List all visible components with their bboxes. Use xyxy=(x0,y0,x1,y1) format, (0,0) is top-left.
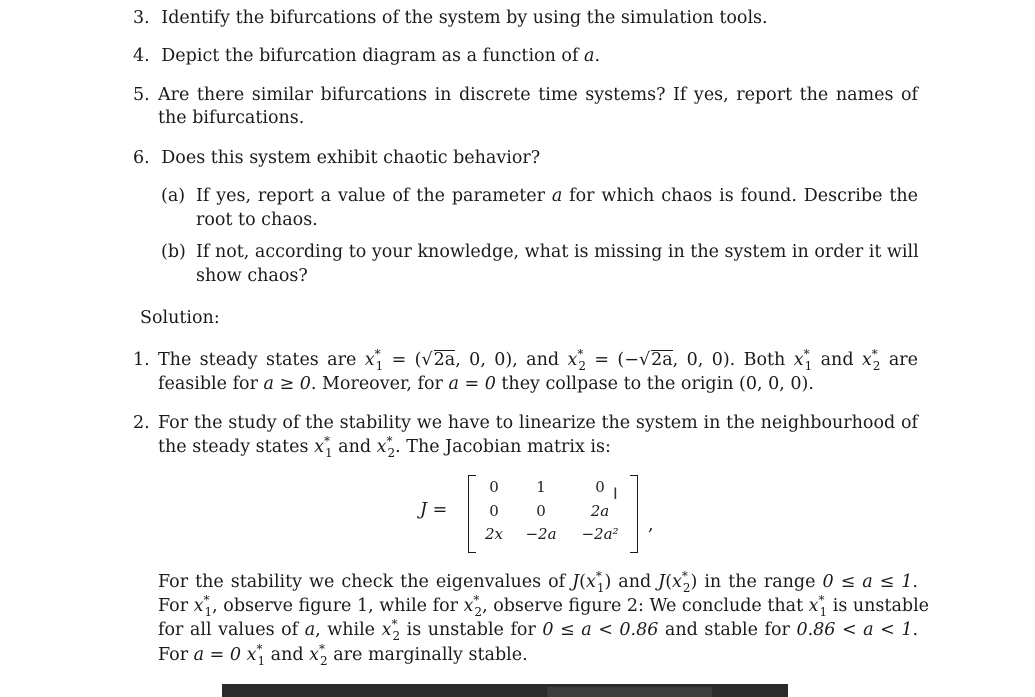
figure-tab xyxy=(547,687,712,697)
text: for all values of xyxy=(158,620,305,640)
subscript: 2 xyxy=(872,358,881,373)
subscript: 1 xyxy=(819,604,828,619)
text: they collpase to the origin (0, 0, 0). xyxy=(495,374,814,394)
subitem-a-line1 xyxy=(196,184,918,208)
subitem-b-line2: show chaos? xyxy=(196,266,308,286)
math-var: J xyxy=(658,572,666,592)
text: and xyxy=(611,572,659,592)
question-5-number xyxy=(133,83,150,107)
question-4 xyxy=(133,44,600,68)
subscript: 1 xyxy=(375,358,384,373)
math-var: x xyxy=(567,350,578,370)
matrix-label xyxy=(420,500,447,520)
star: * xyxy=(577,347,584,362)
math-var: x xyxy=(672,572,682,592)
question-5-line2: the bifurcations. xyxy=(158,108,305,128)
text: . The Jacobian matrix is: xyxy=(395,437,611,457)
math-var: x xyxy=(585,572,596,592)
question-5-line1: Are there similar bifurcations in discrete time systems? If yes, report the names of xyxy=(158,85,918,105)
star: * xyxy=(386,434,393,449)
solution-1-number: 1. xyxy=(133,350,150,370)
question-text: Does this system exhibit chaotic behavior? xyxy=(161,148,541,168)
text: and xyxy=(265,645,310,665)
math-var: x xyxy=(793,350,804,370)
math-var: x xyxy=(364,350,375,370)
subitem-b-label: (b) xyxy=(161,242,186,262)
text: , 0, 0) xyxy=(672,350,730,370)
text: , while xyxy=(315,620,382,640)
math-expr: a = 0 xyxy=(448,374,496,394)
text: For the stability we check the eigenvalues of xyxy=(158,572,573,592)
text: If yes, report a value of the parameter xyxy=(196,186,552,206)
star: * xyxy=(473,593,480,608)
text: and stable for xyxy=(658,620,797,640)
text: For xyxy=(158,645,194,665)
solution-2-para-line3: for all values of a, while $x^*_2$ is unstable for 0 ≤ a < 0.86 and stable for 0.86 < a < 1. xyxy=(158,617,919,643)
question-text: Identify the bifurcations of the system by using the simulation tools. xyxy=(161,8,768,28)
text: is unstable for xyxy=(400,620,543,640)
star: * xyxy=(319,642,326,657)
math-var: a xyxy=(304,620,316,640)
subscript: 2 xyxy=(387,445,396,460)
math-var: x xyxy=(463,596,474,616)
matrix-cell: −2a xyxy=(525,525,557,543)
math-var: x xyxy=(193,596,204,616)
text: The steady states are xyxy=(158,350,365,370)
star: * xyxy=(871,347,878,362)
solution-2-para-line4 xyxy=(158,643,528,667)
sqrt-arg: 2a xyxy=(651,350,673,370)
text: and xyxy=(812,350,862,370)
item-number: 4. xyxy=(133,46,150,66)
solution-heading: Solution: xyxy=(140,308,220,328)
solution-2-para-line2 xyxy=(158,593,930,619)
math-expr: 0 ≤ a ≤ 1 xyxy=(822,572,913,592)
text: and xyxy=(332,437,377,457)
matrix-cell: 0 xyxy=(489,478,499,496)
star: * xyxy=(256,642,263,657)
text: are marginally stable. xyxy=(327,645,528,665)
matrix-cell: 1 xyxy=(536,478,546,496)
text: = ( xyxy=(383,350,422,370)
math-var: x xyxy=(381,620,392,640)
matrix-cell: 0 xyxy=(489,502,499,520)
matrix-cell: 0 xyxy=(536,502,546,520)
sqrt-arg: 2a xyxy=(433,350,456,370)
math-var: J xyxy=(572,572,580,592)
text: , observe figure 2: We conclude that xyxy=(482,596,809,616)
text: For xyxy=(158,596,194,616)
math-var: x xyxy=(861,350,872,370)
text: , and xyxy=(512,350,568,370)
matrix-cell: 0 xyxy=(595,478,605,496)
right-bracket xyxy=(630,475,638,553)
subscript: 2 xyxy=(578,358,586,373)
text: the steady states xyxy=(158,437,315,457)
subscript: 2 xyxy=(474,604,483,619)
math-var: a xyxy=(584,46,595,66)
text: are xyxy=(880,350,918,370)
math-var: x xyxy=(376,437,387,457)
subscript: 2 xyxy=(320,653,328,668)
text: = (− xyxy=(586,350,639,370)
star: * xyxy=(595,569,602,584)
text: . Moreover, for xyxy=(310,374,449,394)
question-text: Depict the bifurcation diagram as a function of xyxy=(161,46,584,66)
question-3 xyxy=(133,6,768,30)
figure-top-edge xyxy=(222,684,788,697)
solution-2-number: 2. xyxy=(133,413,150,433)
solution-1-line1: The steady states are $x^*_1 = (√2a$, 0, 0), and $x^*_2 = (-√2a$, 0, 0). Both $x^*_1$ and $x^*_2$ are xyxy=(158,347,918,373)
subscript: 2 xyxy=(392,628,401,643)
matrix-cell: 2a xyxy=(590,502,610,520)
star: * xyxy=(803,347,810,362)
subscript: 2 xyxy=(682,580,691,595)
subscript: 1 xyxy=(257,653,266,668)
text: for which chaos is found. Describe the xyxy=(562,186,918,206)
subscript: 1 xyxy=(804,358,813,373)
subscript: 1 xyxy=(204,604,213,619)
text: feasible for xyxy=(158,374,264,394)
star: * xyxy=(681,569,688,584)
item-number: 5. xyxy=(133,85,150,105)
punct: . xyxy=(594,46,601,66)
star: * xyxy=(323,434,330,449)
solution-2-line2 xyxy=(158,435,611,459)
math-var: a xyxy=(551,186,563,206)
subitem-a-label: (a) xyxy=(161,186,186,206)
math-expr: 0.86 < a < 1 xyxy=(796,620,913,640)
matrix-cell: 2x xyxy=(484,525,503,543)
text: , 0, 0) xyxy=(455,350,513,370)
item-number: 3. xyxy=(133,8,150,28)
text: . Both xyxy=(729,350,794,370)
math-expr: a ≥ 0 xyxy=(263,374,311,394)
matrix-comma: , xyxy=(648,515,654,535)
math-var: x xyxy=(808,596,819,616)
item-number: 6. xyxy=(133,148,150,168)
math-var: x xyxy=(309,645,320,665)
star: * xyxy=(818,593,825,608)
star: * xyxy=(391,617,398,632)
subitem-b-line1: If not, according to your knowledge, what is missing in the system in order it will xyxy=(196,242,919,262)
text-cursor-icon: I xyxy=(613,484,618,503)
solution-2-line1: For the study of the stability we have to linearize the system in the neighbourhood of xyxy=(158,413,918,433)
solution-1-line2 xyxy=(158,372,814,396)
solution-2-para-line1: For the stability we check the eigenvalues of $J(x^*_1)$ and $J(x^*_2)$ in the range 0 ≤ a ≤ 1. xyxy=(158,569,918,595)
subitem-a-line2: root to chaos. xyxy=(196,210,318,230)
subscript: 1 xyxy=(596,580,605,595)
math-var: x xyxy=(246,645,257,665)
text: is unstable xyxy=(827,596,930,616)
math-expr: 0 ≤ a < 0.86 xyxy=(542,620,659,640)
math-expr: a = 0 xyxy=(193,645,242,665)
matrix-cell: −2a² xyxy=(581,525,619,543)
matrix-label-text: J = xyxy=(420,500,448,520)
question-6 xyxy=(133,146,540,170)
math-var: x xyxy=(314,437,324,457)
text: in the range xyxy=(697,572,823,592)
subscript: 1 xyxy=(324,445,333,460)
star: * xyxy=(203,593,210,608)
star: * xyxy=(374,347,381,362)
text: , observe figure 1, while for xyxy=(212,596,464,616)
